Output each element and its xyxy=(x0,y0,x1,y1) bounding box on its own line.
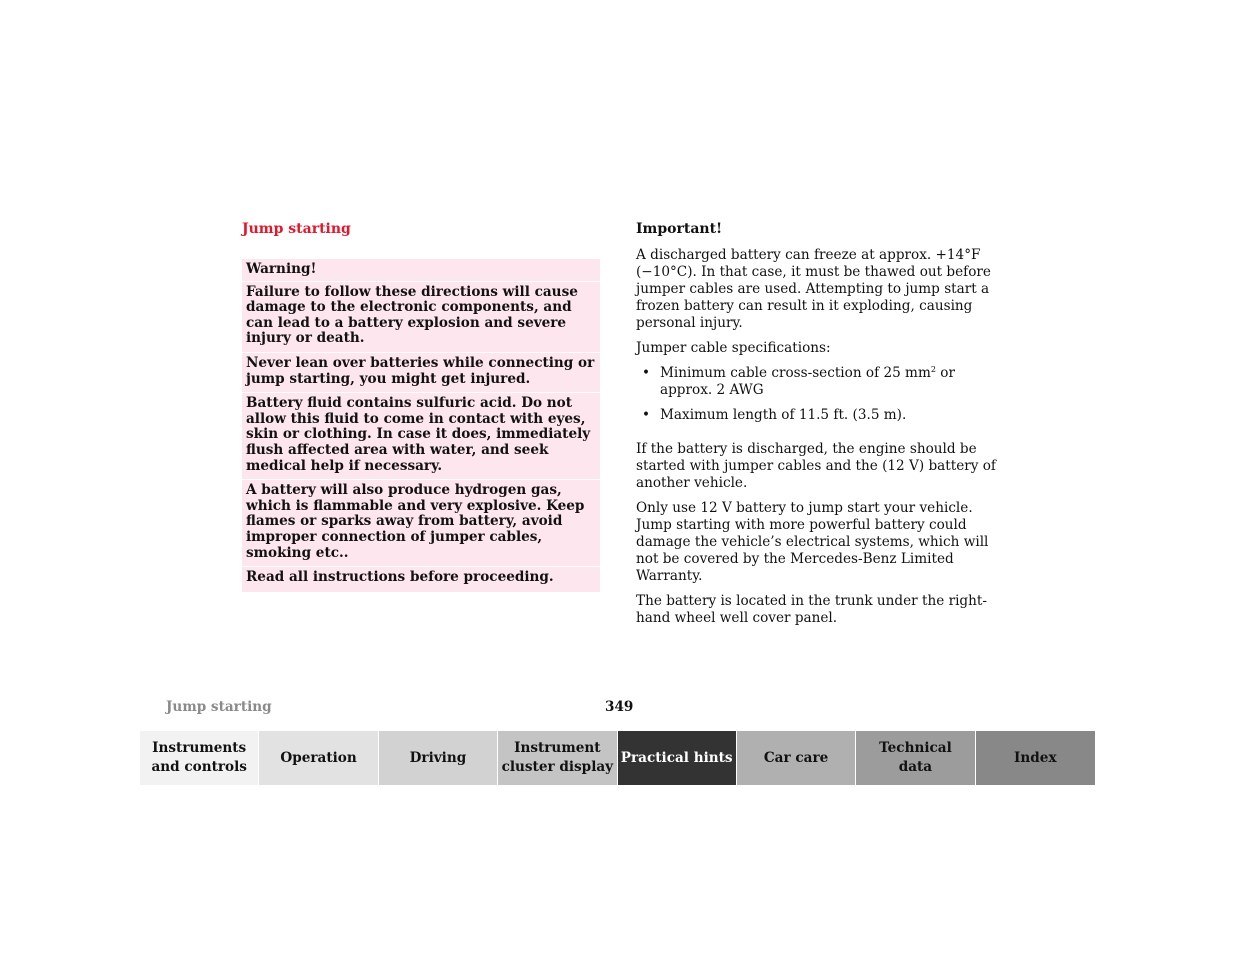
warning-text-3: Battery fluid contains sulfuric acid. Do not allow this fluid to come in contact with eyes, skin or clothing. In case it does, immediately flush affected area with water, and seek medical help if necessary. xyxy=(242,393,600,480)
footer-section-label: Jump starting xyxy=(166,699,272,715)
tab-technical-data[interactable]: Technical data xyxy=(856,731,975,785)
paragraph-discharged: If the battery is discharged, the engine should be started with jumper cables and the (12 V) battery of another vehicle. xyxy=(636,441,996,491)
warning-text-4: A battery will also produce hydrogen gas, which is flammable and very explosive. Keep flames or sparks away from battery, avoid improper connection of jumper cables, smoking etc.. xyxy=(242,480,600,567)
list-item xyxy=(636,365,996,399)
spec-2-text: Maximum length of 11.5 ft. (3.5 m). xyxy=(660,407,907,423)
warning-box xyxy=(242,259,600,592)
spec-1-superscript: 2 xyxy=(930,365,936,374)
warning-text-5: Read all instructions before proceeding. xyxy=(246,569,554,586)
warning-text-1: Failure to follow these directions will cause damage to the electronic components, and can lead to a battery explosion and severe injury or death. xyxy=(242,282,600,353)
page-number: 349 xyxy=(605,699,634,715)
paragraph-12v: Only use 12 V battery to jump start your vehicle. Jump starting with more powerful battery could damage the vehicle’s electrical systems, which will not be covered by the Mercedes-Benz Limited Warranty. xyxy=(636,500,989,584)
chapter-nav xyxy=(140,731,1095,785)
warning-heading: Warning! xyxy=(242,259,600,282)
bullet-icon: • xyxy=(642,365,651,381)
warning-text-2: Never lean over batteries while connecting or jump starting, you might get injured. xyxy=(242,353,600,393)
bullet-icon: • xyxy=(642,407,651,423)
important-title: Important! xyxy=(636,221,723,237)
section-title: Jump starting xyxy=(242,221,351,237)
important-text: A discharged battery can freeze at approx. +14°F (−10°C). In that case, it must be thawed out before jumper cables are used. Attempting to jump start a frozen battery can result in it exploding, causing personal injury. xyxy=(636,247,991,331)
spec-1-text: Minimum cable cross-section of 25 mm xyxy=(660,365,931,381)
tab-car-care[interactable]: Car care xyxy=(737,731,856,785)
tab-practical-hints[interactable]: Practical hints xyxy=(618,731,737,785)
tab-driving[interactable]: Driving xyxy=(379,731,498,785)
tab-operation[interactable]: Operation xyxy=(259,731,378,785)
list-item xyxy=(636,407,996,424)
tab-index[interactable]: Index xyxy=(976,731,1095,785)
tab-instruments-and-controls[interactable]: Instruments and controls xyxy=(140,731,259,785)
important-column xyxy=(636,221,996,635)
specs-intro: Jumper cable specifications: xyxy=(636,340,831,356)
specs-list xyxy=(636,365,996,424)
tab-instrument-cluster-display[interactable]: Instrument cluster display xyxy=(498,731,617,785)
spec-1-text-end: or approx. 2 AWG xyxy=(660,365,955,398)
paragraph-location: The battery is located in the trunk under the right-hand wheel well cover panel. xyxy=(636,593,987,626)
